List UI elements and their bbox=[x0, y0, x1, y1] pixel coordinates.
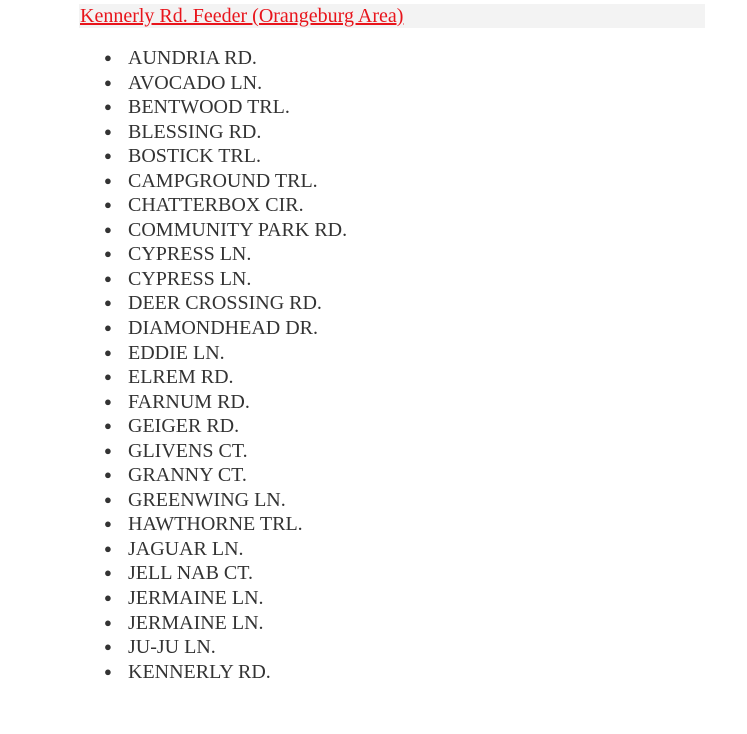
bullet-dot-icon: ● bbox=[104, 246, 112, 262]
street-name: JU-JU LN. bbox=[128, 636, 216, 659]
bullet-dot-icon: ● bbox=[104, 320, 112, 336]
street-name: BLESSING RD. bbox=[128, 120, 262, 143]
bullet-dot-icon: ● bbox=[104, 467, 112, 483]
feeder-title-link[interactable]: Kennerly Rd. Feeder (Orangeburg Area) bbox=[80, 5, 404, 27]
street-name: AUNDRIA RD. bbox=[128, 47, 257, 69]
bullet-dot-icon: ● bbox=[104, 393, 112, 409]
bullet-dot-icon: ● bbox=[104, 565, 112, 581]
street-name: AVOCADO LN. bbox=[128, 71, 263, 94]
bullet-dot-icon: ● bbox=[104, 344, 112, 360]
bullet-dot-icon: ● bbox=[104, 516, 112, 532]
bullet-dot-icon: ● bbox=[104, 50, 112, 65]
street-name: CYPRESS LN. bbox=[128, 267, 252, 290]
street-name: EDDIE LN. bbox=[128, 341, 225, 364]
street-name: CHATTERBOX CIR. bbox=[128, 194, 304, 217]
bullet-dot-icon: ● bbox=[104, 172, 112, 188]
bullet-dot-icon: ● bbox=[104, 540, 112, 556]
street-name: CAMPGROUND TRL. bbox=[128, 169, 318, 192]
bullet-dot-icon: ● bbox=[104, 590, 112, 606]
bullet-dot-icon: ● bbox=[104, 491, 112, 507]
bullet-dot-icon: ● bbox=[104, 418, 112, 434]
bullet-dot-icon: ● bbox=[104, 442, 112, 458]
bullet-dot-icon: ● bbox=[104, 99, 112, 115]
street-name: HAWTHORNE TRL. bbox=[128, 513, 303, 536]
bullet-dot-icon: ● bbox=[104, 639, 112, 655]
feeder-title-bar bbox=[79, 4, 705, 28]
street-name: JERMAINE LN. bbox=[128, 611, 264, 634]
street-name: JERMAINE LN. bbox=[128, 587, 264, 610]
street-name: JELL NAB CT. bbox=[128, 562, 253, 585]
street-name: KENNERLY RD. bbox=[128, 660, 271, 683]
bullet-dot-icon: ● bbox=[104, 123, 112, 139]
bullet-dot-icon: ● bbox=[104, 614, 112, 630]
street-name: BOSTICK TRL. bbox=[128, 145, 261, 168]
street-name: COMMUNITY PARK RD. bbox=[128, 218, 348, 241]
street-name: GLIVENS CT. bbox=[128, 439, 248, 462]
bullet-dot-icon: ● bbox=[104, 221, 112, 237]
street-name: CYPRESS LN. bbox=[128, 243, 252, 266]
street-name: BENTWOOD TRL. bbox=[128, 96, 290, 119]
street-name: GRANNY CT. bbox=[128, 464, 247, 487]
street-name: ELREM RD. bbox=[128, 366, 234, 389]
street-name: FARNUM RD. bbox=[128, 390, 250, 413]
street-name: DEER CROSSING RD. bbox=[128, 292, 322, 315]
bullet-dot-icon: ● bbox=[104, 270, 112, 286]
street-name: JAGUAR LN. bbox=[128, 537, 244, 560]
street-name: GREENWING LN. bbox=[128, 488, 286, 511]
street-name: DIAMONDHEAD DR. bbox=[128, 317, 318, 340]
bullet-dot-icon: ● bbox=[104, 295, 112, 311]
street-name: GEIGER RD. bbox=[128, 415, 240, 438]
bullet-dot-icon: ● bbox=[104, 197, 112, 213]
bullet-dot-icon: ● bbox=[104, 663, 112, 679]
bullet-dot-icon: ● bbox=[104, 369, 112, 385]
bullet-dot-icon: ● bbox=[104, 148, 112, 164]
bullet-dot-icon: ● bbox=[104, 74, 112, 90]
